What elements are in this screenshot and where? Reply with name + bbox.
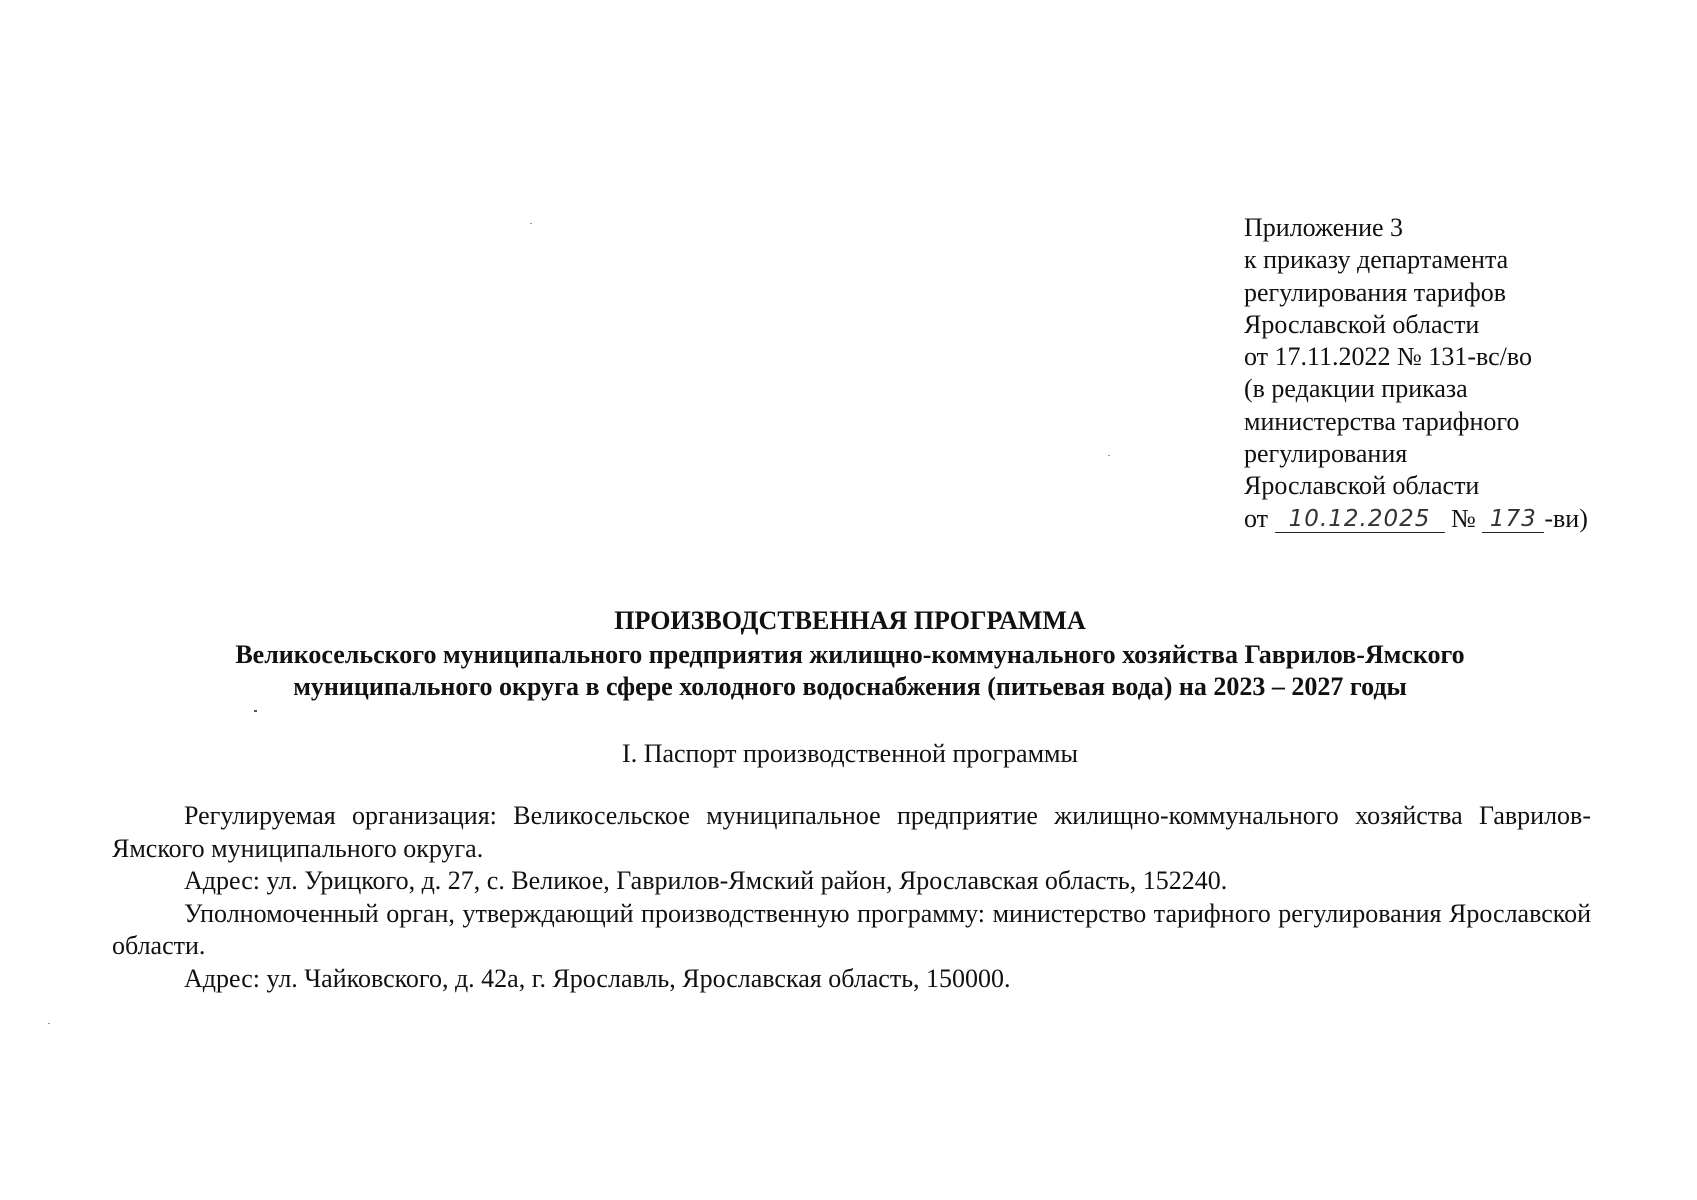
- document-title: [110, 605, 1590, 703]
- handwritten-date: 10.12.2025: [1275, 506, 1445, 533]
- scan-speck: [1108, 455, 1110, 456]
- scan-speck: [254, 710, 257, 712]
- section-heading: I. Паспорт производственной программы: [622, 739, 1078, 768]
- number-sign: №: [1444, 503, 1483, 533]
- appendix-line: регулирования тарифов: [1244, 277, 1506, 307]
- appendix-line: к приказу департамента: [1244, 245, 1509, 275]
- appendix-line: Ярославской области: [1244, 309, 1480, 339]
- appendix-line: (в редакции приказа: [1244, 374, 1468, 404]
- title-subtitle-line-2: муниципального округа в сфере холодного водоснабжения (питьевая вода) на 2023 – 2027 годы: [293, 672, 1407, 701]
- paragraph-authority-address: Адрес: ул. Чайковского, д. 42а, г. Ярославль, Ярославская область, 150000.: [184, 963, 1011, 993]
- paragraph-organization: Регулируемая организация: Великосельское муниципальное предприятие жилищно-коммунального хозяйства Гаврилов-Ямского муниципального округа.: [112, 801, 1591, 863]
- appendix-line: регулирования: [1244, 439, 1408, 469]
- title-main: ПРОИЗВОДСТВЕННАЯ ПРОГРАММА: [614, 606, 1086, 635]
- title-subtitle-line-1: Великосельского муниципального предприятия жилищно-коммунального хозяйства Гаврилов-Ямского: [235, 640, 1465, 669]
- appendix-last-prefix: от: [1244, 503, 1275, 533]
- handwritten-number: 173: [1482, 506, 1544, 533]
- paragraph-organization-address: Адрес: ул. Урицкого, д. 27, с. Великое, Гаврилов-Ямский район, Ярославская область, 152240.: [184, 866, 1228, 895]
- appendix-last-line: [1244, 503, 1664, 535]
- appendix-line: Ярославской области: [1244, 471, 1480, 501]
- passport-body: [112, 800, 1591, 995]
- appendix-line: от 17.11.2022 № 131-вс/во: [1244, 342, 1533, 372]
- appendix-last-suffix: -ви): [1544, 503, 1588, 533]
- paragraph-authority: Уполномоченный орган, утверждающий производственную программу: министерство тарифного регулирования Ярославской области.: [112, 898, 1591, 960]
- appendix-line: министерства тарифного: [1244, 406, 1520, 436]
- scan-speck: [48, 1023, 50, 1024]
- appendix-line: Приложение 3: [1244, 213, 1404, 242]
- appendix-header: [1244, 212, 1664, 535]
- scan-speck: [530, 223, 532, 224]
